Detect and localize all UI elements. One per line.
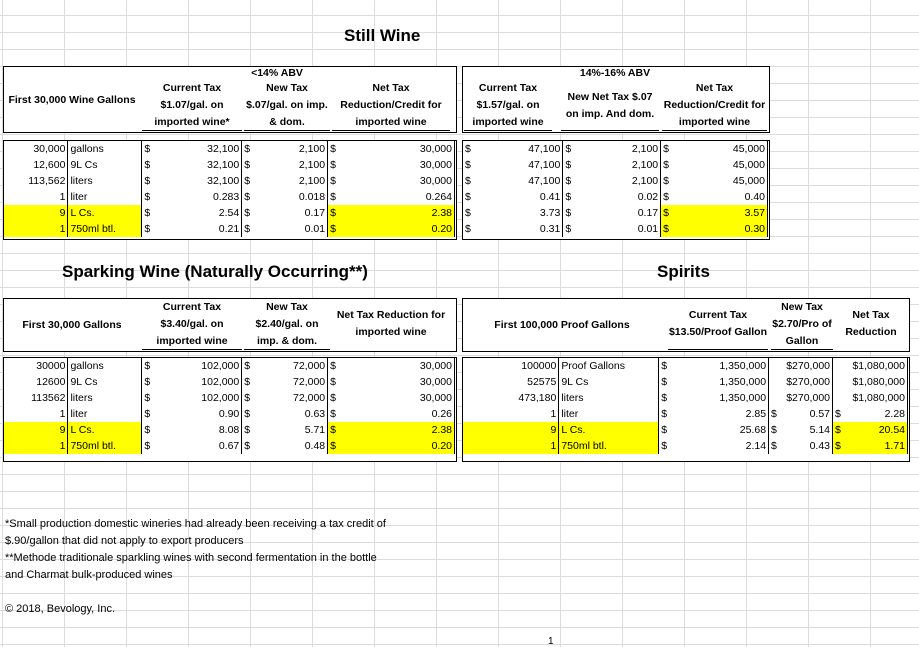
dollar-sign[interactable]: $ <box>242 422 254 438</box>
quantity-cell[interactable]: 100000 <box>463 358 559 374</box>
still-left-group-label: <14% ABV <box>251 67 303 79</box>
dollar-sign[interactable]: $ <box>661 205 673 221</box>
dollar-sign[interactable]: $ <box>244 376 251 388</box>
unit-cell[interactable]: 9L Cs <box>68 157 142 173</box>
current-tax-cell[interactable]: 3.73 <box>475 205 563 221</box>
dollar-sign[interactable]: $ <box>661 424 668 436</box>
table-row <box>4 390 455 406</box>
net-tax-cell[interactable]: $1,080,000 <box>833 358 908 374</box>
unit-cell[interactable]: L Cs. <box>68 422 142 438</box>
dollar-sign[interactable]: $ <box>244 408 251 420</box>
new-tax-cell[interactable]: 5.71 <box>254 422 328 438</box>
new-tax-cell[interactable]: 0.01 <box>575 221 661 237</box>
new-tax-cell[interactable]: 0.48 <box>254 438 328 454</box>
footnote-line-1: *Small production domestic wineries had already been receiving a tax credit of <box>5 518 386 530</box>
dollar-sign[interactable]: $ <box>465 159 471 171</box>
net-tax-cell[interactable]: 30,000 <box>340 358 455 374</box>
still-right-group-label: 14%-16% ABV <box>579 67 651 79</box>
unit-cell[interactable]: liter <box>559 406 659 422</box>
unit-cell[interactable]: liter <box>68 406 142 422</box>
dollar-sign[interactable]: $ <box>565 191 572 203</box>
dollar-sign[interactable]: $ <box>663 191 669 203</box>
unit-cell[interactable]: liter <box>68 189 142 205</box>
current-tax-cell[interactable]: 102,000 <box>154 390 242 406</box>
new-tax-value: 5.14 <box>809 424 830 436</box>
dollar-sign[interactable]: $ <box>142 205 154 221</box>
net-tax-cell[interactable]: 45,000 <box>673 173 768 189</box>
quantity-cell[interactable]: 9 <box>4 422 68 438</box>
net-tax-value: 2.28 <box>884 408 905 420</box>
new-tax-cell[interactable]: 0.02 <box>575 189 661 205</box>
table-row <box>463 390 908 406</box>
dollar-sign[interactable]: $ <box>244 392 251 404</box>
dollar-sign[interactable]: $ <box>144 360 151 372</box>
quantity-cell[interactable]: 9 <box>463 422 559 438</box>
table-row <box>463 221 768 237</box>
spirits-first-label: First 100,000 Proof Gallons <box>494 318 630 331</box>
sparkling-col-net: Net Tax Reduction for imported wine <box>336 309 446 338</box>
dollar-sign[interactable]: $ <box>465 175 471 187</box>
still-wine-title: Still Wine <box>344 26 421 45</box>
new-tax-cell[interactable]: 2,100 <box>254 141 328 157</box>
new-tax-value: 0.57 <box>809 408 830 420</box>
current-tax-cell[interactable]: 47,100 <box>475 141 563 157</box>
new-tax-cell[interactable]: 0.018 <box>254 189 328 205</box>
net-tax-cell[interactable]: 3.57 <box>673 205 768 221</box>
quantity-cell[interactable]: 30,000 <box>4 141 68 157</box>
table-row <box>463 422 908 438</box>
dollar-sign[interactable]: $ <box>565 175 572 187</box>
dollar-sign[interactable]: $ <box>565 159 572 171</box>
dollar-sign[interactable]: $ <box>330 191 336 203</box>
dollar-sign[interactable]: $ <box>242 205 254 221</box>
dollar-sign[interactable]: $ <box>144 408 151 420</box>
sparkling-first-label: First 30,000 Gallons <box>22 318 122 331</box>
net-tax-cell[interactable] <box>833 422 908 438</box>
dollar-sign[interactable]: $ <box>244 191 251 203</box>
table-row <box>463 173 768 189</box>
sparkling-col-new: New Tax $2.40/gal. on imp. & dom. <box>244 299 330 350</box>
table-row <box>4 438 455 454</box>
quantity-cell[interactable]: 12600 <box>4 374 68 390</box>
unit-cell[interactable]: liters <box>559 390 659 406</box>
dollar-sign[interactable]: $ <box>242 438 254 454</box>
dollar-sign[interactable]: $ <box>330 376 336 388</box>
net-tax-cell[interactable]: 0.20 <box>340 438 455 454</box>
current-tax-cell[interactable]: 1,350,000 <box>671 390 769 406</box>
new-tax-cell[interactable]: 72,000 <box>254 358 328 374</box>
dollar-sign[interactable]: $ <box>661 440 668 452</box>
net-tax-cell[interactable]: 2.38 <box>340 422 455 438</box>
current-tax-cell[interactable]: 8.08 <box>154 422 242 438</box>
new-tax-cell[interactable]: 0.63 <box>254 406 328 422</box>
dollar-sign[interactable]: $ <box>330 159 336 171</box>
table-row <box>463 406 908 422</box>
dollar-sign[interactable]: $ <box>663 159 669 171</box>
net-tax-cell[interactable]: 0.26 <box>340 406 455 422</box>
dollar-sign[interactable]: $ <box>565 207 572 219</box>
still-left-col-new: New Tax $.07/gal. on imp. & dom. <box>244 81 330 131</box>
unit-cell[interactable]: 9L Cs <box>559 374 659 390</box>
net-tax-cell[interactable]: 0.20 <box>340 221 455 237</box>
unit-cell[interactable]: gallons <box>68 358 142 374</box>
dollar-sign[interactable]: $ <box>244 175 251 187</box>
dollar-sign[interactable]: $ <box>465 207 471 219</box>
still-right-col-net: Net Tax Reduction/Credit for imported wine <box>662 81 767 131</box>
unit-cell[interactable]: gallons <box>68 141 142 157</box>
still-left-table <box>4 141 455 237</box>
new-tax-cell[interactable]: 2,100 <box>575 157 661 173</box>
dollar-sign[interactable]: $ <box>142 422 154 438</box>
quantity-cell[interactable]: 1 <box>4 406 68 422</box>
dollar-sign[interactable]: $ <box>144 175 151 187</box>
current-tax-cell[interactable]: 0.283 <box>154 189 242 205</box>
unit-cell[interactable]: 9L Cs <box>68 374 142 390</box>
net-tax-cell[interactable]: 0.40 <box>673 189 768 205</box>
still-right-table <box>463 141 768 237</box>
quantity-cell[interactable]: 52575 <box>463 374 559 390</box>
footnote-line-3: **Methode traditionale sparkling wines with second fermentation in the bottle <box>5 552 377 564</box>
current-tax-cell[interactable]: 0.90 <box>154 406 242 422</box>
dollar-sign[interactable]: $ <box>330 360 336 372</box>
new-tax-cell[interactable]: 2,100 <box>575 173 661 189</box>
dollar-sign[interactable]: $ <box>144 392 151 404</box>
current-tax-cell[interactable]: 0.67 <box>154 438 242 454</box>
dollar-sign[interactable]: $ <box>242 221 254 237</box>
new-tax-cell[interactable]: 0.01 <box>254 221 328 237</box>
dollar-sign[interactable]: $ <box>465 143 471 155</box>
current-tax-cell[interactable]: 0.31 <box>475 221 563 237</box>
table-row <box>4 205 455 221</box>
dollar-sign: $ <box>835 424 841 436</box>
dollar-sign: $ <box>835 408 841 420</box>
dollar-sign[interactable]: $ <box>328 205 340 221</box>
current-tax-cell[interactable]: 0.41 <box>475 189 563 205</box>
net-tax-value: 1.71 <box>884 440 905 452</box>
net-tax-cell[interactable]: 2.38 <box>340 205 455 221</box>
net-tax-value: 20.54 <box>878 424 905 436</box>
spirits-col-net: Net Tax Reduction <box>845 309 897 338</box>
unit-cell[interactable]: 750ml btl. <box>68 221 142 237</box>
unit-cell[interactable]: Proof Gallons <box>559 358 659 374</box>
dollar-sign[interactable]: $ <box>330 392 336 404</box>
dollar-sign[interactable]: $ <box>663 175 669 187</box>
net-tax-cell[interactable]: 30,000 <box>340 157 455 173</box>
quantity-cell[interactable]: 1 <box>4 221 68 237</box>
footnotes <box>5 516 455 584</box>
unit-cell[interactable]: 750ml btl. <box>559 438 659 454</box>
dollar-sign[interactable]: $ <box>144 191 151 203</box>
spirits-col-current: Current Tax $13.50/Proof Gallon <box>668 299 768 350</box>
still-left-first-label: First 30,000 Wine Gallons <box>8 93 136 106</box>
current-tax-cell[interactable]: 1,350,000 <box>671 374 769 390</box>
table-row <box>4 173 455 189</box>
quantity-cell[interactable]: 113562 <box>4 390 68 406</box>
current-tax-cell[interactable]: 47,100 <box>475 173 563 189</box>
quantity-cell[interactable]: 1 <box>4 189 68 205</box>
quantity-cell[interactable]: 30000 <box>4 358 68 374</box>
unit-cell[interactable]: liters <box>68 173 142 189</box>
still-right-col-current: Current Tax $1.57/gal. on imported wine <box>464 81 552 131</box>
current-tax-cell[interactable]: 0.21 <box>154 221 242 237</box>
new-tax-cell[interactable]: 72,000 <box>254 374 328 390</box>
current-tax-cell[interactable]: 47,100 <box>475 157 563 173</box>
dollar-sign[interactable]: $ <box>565 223 572 235</box>
new-tax-cell[interactable]: $270,000 <box>769 374 833 390</box>
net-tax-cell[interactable]: $1,080,000 <box>833 390 908 406</box>
net-tax-cell[interactable]: $1,080,000 <box>833 374 908 390</box>
current-tax-cell[interactable]: 1,350,000 <box>671 358 769 374</box>
still-right-col-new: New Net Tax $.07 on imp. And dom. <box>561 81 659 131</box>
quantity-cell[interactable]: 1 <box>463 438 559 454</box>
dollar-sign: $ <box>771 408 777 420</box>
table-row <box>463 157 768 173</box>
table-row <box>463 205 768 221</box>
page-number: 1 <box>548 636 554 647</box>
dollar-sign: $ <box>835 440 841 452</box>
unit-cell[interactable]: 750ml btl. <box>68 438 142 454</box>
quantity-cell[interactable]: 1 <box>4 438 68 454</box>
dollar-sign[interactable]: $ <box>244 360 251 372</box>
current-tax-cell[interactable]: 2.85 <box>671 406 769 422</box>
table-row <box>4 422 455 438</box>
dollar-sign[interactable]: $ <box>661 360 668 372</box>
new-tax-cell[interactable] <box>769 438 833 454</box>
new-tax-cell[interactable]: 0.17 <box>254 205 328 221</box>
spirits-col-new: New Tax $2.70/Pro of Gallon <box>771 299 833 350</box>
dollar-sign[interactable]: $ <box>328 221 340 237</box>
dollar-sign[interactable]: $ <box>330 175 336 187</box>
footnote-line-2: $.90/gallon that did not apply to export producers <box>5 535 244 547</box>
net-tax-cell[interactable]: 45,000 <box>673 141 768 157</box>
dollar-sign: $ <box>771 424 777 436</box>
dollar-sign[interactable]: $ <box>328 422 340 438</box>
current-tax-cell[interactable]: 2.14 <box>671 438 769 454</box>
footnote-line-4: and Charmat bulk-produced wines <box>5 569 173 581</box>
dollar-sign[interactable]: $ <box>661 376 668 388</box>
net-tax-cell[interactable]: 30,000 <box>340 390 455 406</box>
net-tax-cell[interactable] <box>833 438 908 454</box>
unit-cell[interactable]: liters <box>68 390 142 406</box>
dollar-sign[interactable]: $ <box>244 159 251 171</box>
table-row <box>4 374 455 390</box>
sparkling-wine-title: Sparking Wine (Naturally Occurring**) <box>62 262 368 281</box>
quantity-cell[interactable]: 12,600 <box>4 157 68 173</box>
new-tax-cell[interactable]: 72,000 <box>254 390 328 406</box>
table-row <box>463 374 908 390</box>
dollar-sign[interactable]: $ <box>661 221 673 237</box>
new-tax-value: 0.43 <box>809 440 830 452</box>
table-row <box>463 358 908 374</box>
dollar-sign[interactable]: $ <box>330 143 336 155</box>
net-tax-cell[interactable] <box>833 406 908 422</box>
net-tax-cell[interactable]: 30,000 <box>340 374 455 390</box>
dollar-sign[interactable]: $ <box>565 143 572 155</box>
quantity-cell[interactable]: 473,180 <box>463 390 559 406</box>
dollar-sign[interactable]: $ <box>465 191 471 203</box>
new-tax-cell[interactable] <box>769 406 833 422</box>
current-tax-cell[interactable]: 32,100 <box>154 173 242 189</box>
net-tax-cell[interactable]: 30,000 <box>340 141 455 157</box>
sparkling-table <box>4 358 455 454</box>
table-row <box>4 157 455 173</box>
dollar-sign[interactable]: $ <box>465 223 471 235</box>
quantity-cell[interactable]: 9 <box>4 205 68 221</box>
quantity-cell[interactable]: 113,562 <box>4 173 68 189</box>
dollar-sign[interactable]: $ <box>142 438 154 454</box>
dollar-sign[interactable]: $ <box>144 159 151 171</box>
unit-cell[interactable]: L Cs. <box>68 205 142 221</box>
table-row <box>463 438 908 454</box>
table-row <box>4 221 455 237</box>
still-left-col-current: Current Tax $1.07/gal. on imported wine* <box>142 81 242 131</box>
still-left-col-net: Net Tax Reduction/Credit for imported wine <box>332 81 450 131</box>
dollar-sign[interactable]: $ <box>142 221 154 237</box>
table-row <box>463 141 768 157</box>
spirits-title: Spirits <box>657 262 710 281</box>
quantity-cell[interactable]: 1 <box>463 406 559 422</box>
table-row <box>4 406 455 422</box>
net-tax-cell[interactable]: 0.264 <box>340 189 455 205</box>
current-tax-cell[interactable]: 32,100 <box>154 157 242 173</box>
table-row <box>4 189 455 205</box>
net-tax-cell[interactable]: 45,000 <box>673 157 768 173</box>
table-row <box>4 358 455 374</box>
current-tax-cell[interactable]: 102,000 <box>154 374 242 390</box>
sparkling-col-current: Current Tax $3.40/gal. on imported wine <box>142 299 242 350</box>
table-row <box>463 189 768 205</box>
dollar-sign[interactable]: $ <box>661 392 668 404</box>
dollar-sign[interactable]: $ <box>663 143 669 155</box>
current-tax-cell[interactable]: 32,100 <box>154 141 242 157</box>
new-tax-cell[interactable]: 2,100 <box>575 141 661 157</box>
dollar-sign[interactable]: $ <box>330 408 336 420</box>
net-tax-cell[interactable]: 0.30 <box>673 221 768 237</box>
current-tax-cell[interactable]: 102,000 <box>154 358 242 374</box>
dollar-sign: $ <box>771 440 777 452</box>
new-tax-cell[interactable] <box>769 422 833 438</box>
table-row <box>4 141 455 157</box>
new-tax-cell[interactable]: $270,000 <box>769 390 833 406</box>
dollar-sign[interactable]: $ <box>144 376 151 388</box>
new-tax-cell[interactable]: 2,100 <box>254 157 328 173</box>
net-tax-cell[interactable]: 30,000 <box>340 173 455 189</box>
unit-cell[interactable]: L Cs. <box>559 422 659 438</box>
current-tax-cell[interactable]: 25.68 <box>671 422 769 438</box>
new-tax-cell[interactable]: $270,000 <box>769 358 833 374</box>
dollar-sign[interactable]: $ <box>328 438 340 454</box>
current-tax-cell[interactable]: 2.54 <box>154 205 242 221</box>
dollar-sign[interactable]: $ <box>144 143 151 155</box>
new-tax-cell[interactable]: 0.17 <box>575 205 661 221</box>
dollar-sign[interactable]: $ <box>661 408 668 420</box>
new-tax-cell[interactable]: 2,100 <box>254 173 328 189</box>
dollar-sign[interactable]: $ <box>244 143 251 155</box>
copyright: © 2018, Bevology, Inc. <box>5 603 116 615</box>
spirits-table <box>463 358 908 454</box>
